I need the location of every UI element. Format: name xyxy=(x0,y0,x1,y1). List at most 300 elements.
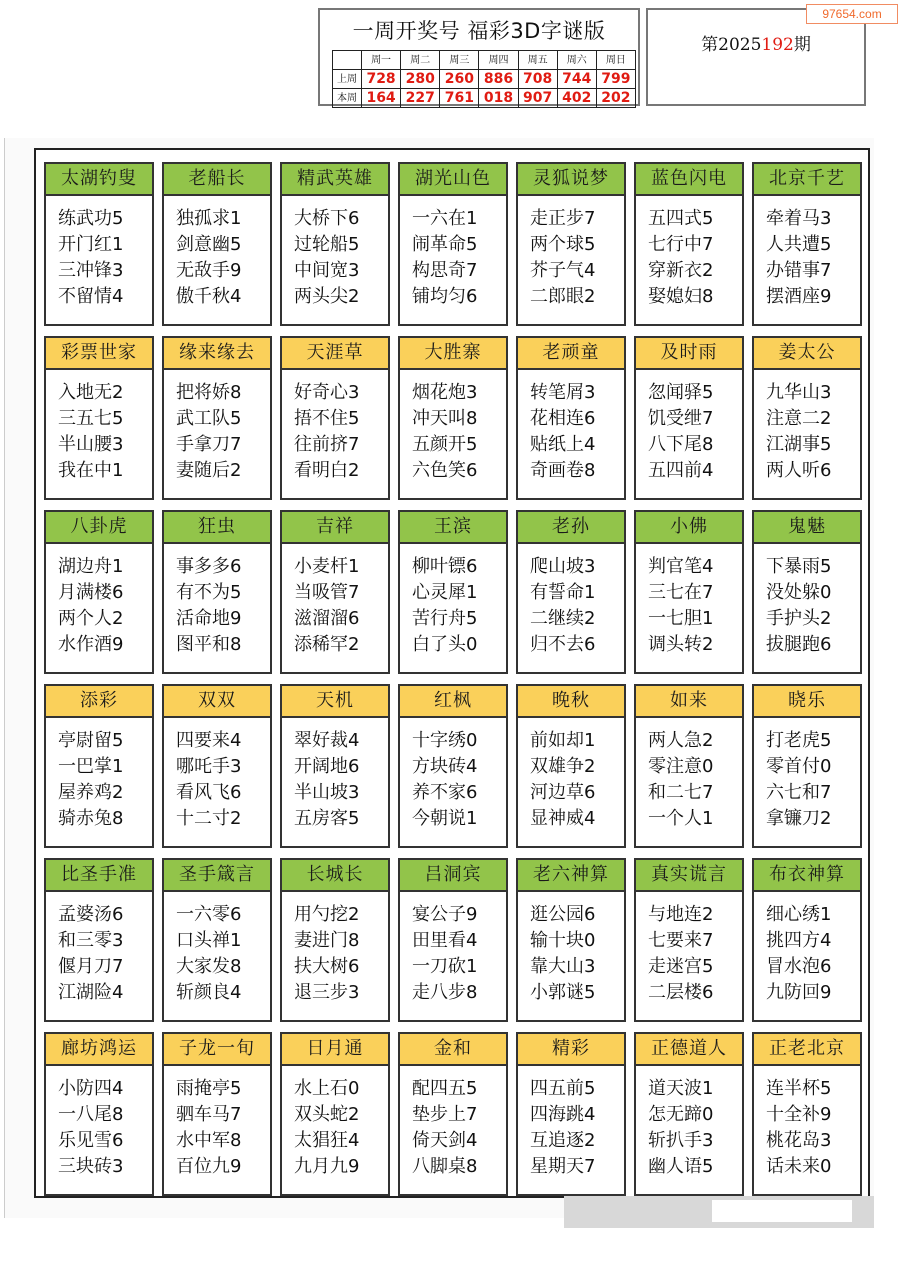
riddle-line: 十全补9 xyxy=(766,1104,832,1125)
riddle-line: 今朝说1 xyxy=(412,808,478,829)
riddle-line: 月满楼6 xyxy=(58,582,124,603)
riddle-line: 配四五5 xyxy=(412,1078,478,1099)
riddle-line: 怎无蹄0 xyxy=(648,1104,714,1125)
riddle-list xyxy=(518,370,624,484)
riddle-line: 饥受绁7 xyxy=(648,408,714,429)
riddle-line: 白了头0 xyxy=(412,634,478,655)
riddle-list xyxy=(518,544,624,658)
riddle-line: 河边草6 xyxy=(530,782,596,803)
riddle-line: 两头尖2 xyxy=(294,286,360,307)
riddle-list xyxy=(400,1066,506,1180)
riddle-line: 没处躲0 xyxy=(766,582,832,603)
card-title: 正老北京 xyxy=(754,1034,860,1066)
riddle-line: 牵着马3 xyxy=(766,208,832,229)
card-title: 大胜寨 xyxy=(400,338,506,370)
riddle-line: 大桥下6 xyxy=(294,208,360,229)
riddle-line: 五四式5 xyxy=(648,208,714,229)
riddle-list xyxy=(754,718,860,832)
riddle-line: 两人听6 xyxy=(766,460,832,481)
riddle-list xyxy=(754,196,860,310)
riddle-card xyxy=(634,510,744,674)
card-title: 天涯草 xyxy=(282,338,388,370)
riddle-list xyxy=(636,544,742,658)
day-header: 周二 xyxy=(401,51,440,70)
riddle-card xyxy=(752,684,862,848)
riddle-list xyxy=(46,544,152,658)
riddle-line: 桃花岛3 xyxy=(766,1130,832,1151)
card-title: 晚秋 xyxy=(518,686,624,718)
riddle-line: 小郭谜5 xyxy=(530,982,596,1003)
riddle-list xyxy=(754,370,860,484)
card-title: 日月通 xyxy=(282,1034,388,1066)
riddle-list xyxy=(400,370,506,484)
riddle-line: 剑意幽5 xyxy=(176,234,242,255)
riddle-list xyxy=(282,370,388,484)
riddle-line: 办错事7 xyxy=(766,260,832,281)
main-area xyxy=(4,138,874,1218)
riddle-line: 前如却1 xyxy=(530,730,596,751)
riddle-line: 七要来7 xyxy=(648,930,714,951)
card-title: 吕洞宾 xyxy=(400,860,506,892)
riddle-list xyxy=(164,370,270,484)
card-title: 廊坊鸿运 xyxy=(46,1034,152,1066)
day-header: 周六 xyxy=(557,51,596,70)
row-label: 上周 xyxy=(333,70,362,89)
riddle-line: 驷车马7 xyxy=(176,1104,242,1125)
riddle-card xyxy=(398,684,508,848)
card-title: 狂虫 xyxy=(164,512,270,544)
riddle-grid xyxy=(44,162,862,1196)
riddle-line: 道天波1 xyxy=(648,1078,714,1099)
card-title: 老顽童 xyxy=(518,338,624,370)
riddle-line: 五房客5 xyxy=(294,808,360,829)
card-title: 比圣手准 xyxy=(46,860,152,892)
riddle-card xyxy=(752,858,862,1022)
riddle-line: 贴纸上4 xyxy=(530,434,596,455)
table-header-row xyxy=(333,51,636,70)
riddle-line: 两个球5 xyxy=(530,234,596,255)
riddle-line: 小防四4 xyxy=(58,1078,124,1099)
table-row xyxy=(333,70,636,89)
corner-cell xyxy=(333,51,362,70)
bottom-bar xyxy=(564,1196,874,1228)
riddle-line: 两人急2 xyxy=(648,730,714,751)
riddle-line: 滋溜溜6 xyxy=(294,608,360,629)
riddle-line: 屋养鸡2 xyxy=(58,782,124,803)
card-title: 添彩 xyxy=(46,686,152,718)
card-title: 红枫 xyxy=(400,686,506,718)
riddle-line: 注意二2 xyxy=(766,408,832,429)
riddle-list xyxy=(400,196,506,310)
riddle-line: 二层楼6 xyxy=(648,982,714,1003)
riddle-line: 往前挤7 xyxy=(294,434,360,455)
riddle-line: 穿新衣2 xyxy=(648,260,714,281)
card-title: 子龙一旬 xyxy=(164,1034,270,1066)
site-watermark: 97654.com xyxy=(806,4,898,24)
card-title: 长城长 xyxy=(282,860,388,892)
table-row xyxy=(333,89,636,108)
riddle-line: 十字绣0 xyxy=(412,730,478,751)
riddle-list xyxy=(46,1066,152,1180)
riddle-line: 三五七5 xyxy=(58,408,124,429)
riddle-line: 中间宽3 xyxy=(294,260,360,281)
weekly-draw-panel xyxy=(318,8,640,106)
riddle-line: 小麦杆1 xyxy=(294,556,360,577)
riddle-line: 冒水泡6 xyxy=(766,956,832,977)
riddle-card xyxy=(44,684,154,848)
riddle-list xyxy=(636,718,742,832)
riddle-line: 下暴雨5 xyxy=(766,556,832,577)
riddle-line: 水上石0 xyxy=(294,1078,360,1099)
card-title: 老船长 xyxy=(164,164,270,196)
riddle-line: 话未来0 xyxy=(766,1156,832,1177)
card-title: 如来 xyxy=(636,686,742,718)
riddle-list xyxy=(46,892,152,1006)
riddle-card xyxy=(398,858,508,1022)
riddle-line: 一巴掌1 xyxy=(58,756,124,777)
card-title: 圣手箴言 xyxy=(164,860,270,892)
riddle-card xyxy=(752,162,862,326)
card-title: 金和 xyxy=(400,1034,506,1066)
riddle-line: 口头禅1 xyxy=(176,930,242,951)
riddle-line: 人共遭5 xyxy=(766,234,832,255)
card-title: 王滨 xyxy=(400,512,506,544)
issue-prefix: 第2025 xyxy=(701,35,762,55)
riddle-line: 开阔地6 xyxy=(294,756,360,777)
riddle-line: 和三零3 xyxy=(58,930,124,951)
draw-number: 744 xyxy=(557,70,596,89)
riddle-line: 十二寸2 xyxy=(176,808,242,829)
riddle-line: 一八尾8 xyxy=(58,1104,124,1125)
riddle-line: 亭尉留5 xyxy=(58,730,124,751)
riddle-line: 心灵犀1 xyxy=(412,582,478,603)
riddle-list xyxy=(400,892,506,1006)
riddle-panel xyxy=(34,148,870,1198)
riddle-line: 四五前5 xyxy=(530,1078,596,1099)
riddle-line: 有誓命1 xyxy=(530,582,596,603)
riddle-list xyxy=(518,196,624,310)
riddle-line: 哪吒手3 xyxy=(176,756,242,777)
riddle-card xyxy=(634,1032,744,1196)
riddle-line: 捂不住5 xyxy=(294,408,360,429)
riddle-line: 摆酒座9 xyxy=(766,286,832,307)
riddle-list xyxy=(754,892,860,1006)
riddle-list xyxy=(518,892,624,1006)
riddle-line: 百位九9 xyxy=(176,1156,242,1177)
draw-results-table xyxy=(332,50,636,108)
riddle-line: 江湖险4 xyxy=(58,982,124,1003)
riddle-line: 当吸管7 xyxy=(294,582,360,603)
riddle-card xyxy=(634,684,744,848)
card-title: 灵狐说梦 xyxy=(518,164,624,196)
riddle-line: 江湖事5 xyxy=(766,434,832,455)
riddle-list xyxy=(164,196,270,310)
riddle-card xyxy=(44,1032,154,1196)
riddle-list xyxy=(164,544,270,658)
page-title: 一周开奖号 福彩3D字谜版 xyxy=(352,19,606,43)
card-title: 湖光山色 xyxy=(400,164,506,196)
riddle-line: 七行中7 xyxy=(648,234,714,255)
riddle-line: 八脚桌8 xyxy=(412,1156,478,1177)
riddle-card xyxy=(280,336,390,500)
riddle-line: 一六零6 xyxy=(176,904,242,925)
riddle-line: 妻进门8 xyxy=(294,930,360,951)
card-title: 精武英雄 xyxy=(282,164,388,196)
draw-number: 280 xyxy=(401,70,440,89)
riddle-line: 看明白2 xyxy=(294,460,360,481)
card-title: 吉祥 xyxy=(282,512,388,544)
card-title: 小佛 xyxy=(636,512,742,544)
riddle-card xyxy=(516,1032,626,1196)
riddle-list xyxy=(400,718,506,832)
card-title: 八卦虎 xyxy=(46,512,152,544)
draw-number: 260 xyxy=(440,70,479,89)
card-title: 老六神算 xyxy=(518,860,624,892)
riddle-card xyxy=(752,336,862,500)
draw-number: 227 xyxy=(401,89,440,108)
riddle-line: 好奇心3 xyxy=(294,382,360,403)
riddle-card xyxy=(44,162,154,326)
riddle-line: 显神威4 xyxy=(530,808,596,829)
riddle-line: 输十块0 xyxy=(530,930,596,951)
card-title: 及时雨 xyxy=(636,338,742,370)
draw-number: 886 xyxy=(479,70,518,89)
riddle-line: 爬山坡3 xyxy=(530,556,596,577)
riddle-line: 骑赤兔8 xyxy=(58,808,124,829)
riddle-line: 和二七7 xyxy=(648,782,714,803)
card-title: 太湖钓叟 xyxy=(46,164,152,196)
riddle-line: 六色笑6 xyxy=(412,460,478,481)
riddle-card xyxy=(634,336,744,500)
riddle-card xyxy=(752,510,862,674)
riddle-line: 双雄争2 xyxy=(530,756,596,777)
riddle-line: 用勺挖2 xyxy=(294,904,360,925)
issue-number xyxy=(648,30,864,55)
riddle-line: 走正步7 xyxy=(530,208,596,229)
riddle-line: 有不为5 xyxy=(176,582,242,603)
riddle-line: 挑四方4 xyxy=(766,930,832,951)
riddle-line: 三七在7 xyxy=(648,582,714,603)
riddle-card xyxy=(516,858,626,1022)
riddle-line: 养不家6 xyxy=(412,782,478,803)
riddle-line: 看风飞6 xyxy=(176,782,242,803)
riddle-line: 柳叶镖6 xyxy=(412,556,478,577)
riddle-line: 一个人1 xyxy=(648,808,714,829)
card-title: 姜太公 xyxy=(754,338,860,370)
riddle-line: 靠大山3 xyxy=(530,956,596,977)
riddle-line: 湖边舟1 xyxy=(58,556,124,577)
draw-number: 907 xyxy=(518,89,557,108)
riddle-line: 太猖狂4 xyxy=(294,1130,360,1151)
day-header: 周五 xyxy=(518,51,557,70)
riddle-line: 判官笔4 xyxy=(648,556,714,577)
riddle-line: 调头转2 xyxy=(648,634,714,655)
riddle-line: 扶大树6 xyxy=(294,956,360,977)
riddle-list xyxy=(636,1066,742,1180)
riddle-card xyxy=(162,162,272,326)
issue-suffix: 期 xyxy=(793,35,811,55)
riddle-card xyxy=(516,162,626,326)
riddle-card xyxy=(280,684,390,848)
riddle-line: 转笔屑3 xyxy=(530,382,596,403)
riddle-line: 练武功5 xyxy=(58,208,124,229)
riddle-line: 九华山3 xyxy=(766,382,832,403)
riddle-card xyxy=(44,336,154,500)
riddle-line: 傲千秋4 xyxy=(176,286,242,307)
riddle-line: 偃月刀7 xyxy=(58,956,124,977)
riddle-line: 拿镰刀2 xyxy=(766,808,832,829)
riddle-line: 半山腰3 xyxy=(58,434,124,455)
riddle-card xyxy=(162,858,272,1022)
card-title: 晓乐 xyxy=(754,686,860,718)
card-title: 正德道人 xyxy=(636,1034,742,1066)
riddle-line: 过轮船5 xyxy=(294,234,360,255)
card-title: 鬼魅 xyxy=(754,512,860,544)
riddle-line: 四要来4 xyxy=(176,730,242,751)
riddle-line: 烟花炮3 xyxy=(412,382,478,403)
card-title: 缘来缘去 xyxy=(164,338,270,370)
draw-number: 799 xyxy=(596,70,635,89)
card-title: 彩票世家 xyxy=(46,338,152,370)
riddle-line: 铺均匀6 xyxy=(412,286,478,307)
riddle-line: 细心绣1 xyxy=(766,904,832,925)
riddle-line: 妻随后2 xyxy=(176,460,242,481)
riddle-line: 手拿刀7 xyxy=(176,434,242,455)
riddle-card xyxy=(162,684,272,848)
riddle-line: 娶媳妇8 xyxy=(648,286,714,307)
riddle-line: 开门红1 xyxy=(58,234,124,255)
riddle-line: 斩颜良4 xyxy=(176,982,242,1003)
draw-number: 728 xyxy=(362,70,401,89)
riddle-line: 大家发8 xyxy=(176,956,242,977)
riddle-line: 不留情4 xyxy=(58,286,124,307)
riddle-list xyxy=(754,544,860,658)
riddle-line: 半山坡3 xyxy=(294,782,360,803)
riddle-list xyxy=(518,1066,624,1180)
riddle-list xyxy=(636,370,742,484)
riddle-card xyxy=(280,162,390,326)
riddle-line: 一七胆1 xyxy=(648,608,714,629)
riddle-line: 奇画卷8 xyxy=(530,460,596,481)
riddle-line: 乐见雪6 xyxy=(58,1130,124,1151)
riddle-line: 苦行舟5 xyxy=(412,608,478,629)
riddle-line: 倚天剑4 xyxy=(412,1130,478,1151)
card-title: 老孙 xyxy=(518,512,624,544)
riddle-line: 活命地9 xyxy=(176,608,242,629)
riddle-line: 走迷宫5 xyxy=(648,956,714,977)
riddle-line: 六七和7 xyxy=(766,782,832,803)
riddle-line: 互追逐2 xyxy=(530,1130,596,1151)
riddle-line: 冲天叫8 xyxy=(412,408,478,429)
riddle-line: 雨掩亭5 xyxy=(176,1078,242,1099)
riddle-line: 孟婆汤6 xyxy=(58,904,124,925)
riddle-line: 入地无2 xyxy=(58,382,124,403)
riddle-line: 我在中1 xyxy=(58,460,124,481)
riddle-line: 走八步8 xyxy=(412,982,478,1003)
riddle-line: 五四前4 xyxy=(648,460,714,481)
riddle-line: 四海跳4 xyxy=(530,1104,596,1125)
riddle-line: 打老虎5 xyxy=(766,730,832,751)
riddle-line: 二继续2 xyxy=(530,608,596,629)
riddle-list xyxy=(400,544,506,658)
riddle-line: 芥子气4 xyxy=(530,260,596,281)
riddle-list xyxy=(46,196,152,310)
riddle-line: 九防回9 xyxy=(766,982,832,1003)
riddle-line: 无敌手9 xyxy=(176,260,242,281)
draw-number: 018 xyxy=(479,89,518,108)
riddle-list xyxy=(282,892,388,1006)
riddle-card xyxy=(280,858,390,1022)
riddle-list xyxy=(282,718,388,832)
card-title: 布衣神算 xyxy=(754,860,860,892)
riddle-line: 零首付0 xyxy=(766,756,832,777)
issue-number-highlight: 192 xyxy=(761,35,794,55)
riddle-line: 双头蛇2 xyxy=(294,1104,360,1125)
card-title: 双双 xyxy=(164,686,270,718)
bottom-blank-slot xyxy=(712,1200,852,1222)
riddle-list xyxy=(164,718,270,832)
riddle-line: 三冲锋3 xyxy=(58,260,124,281)
riddle-card xyxy=(280,510,390,674)
card-title: 精彩 xyxy=(518,1034,624,1066)
riddle-line: 把将娇8 xyxy=(176,382,242,403)
draw-number: 164 xyxy=(362,89,401,108)
riddle-line: 图平和8 xyxy=(176,634,242,655)
riddle-line: 九月九9 xyxy=(294,1156,360,1177)
riddle-line: 方块砖4 xyxy=(412,756,478,777)
riddle-line: 零注意0 xyxy=(648,756,714,777)
riddle-list xyxy=(282,1066,388,1180)
riddle-card xyxy=(398,336,508,500)
riddle-line: 逛公园6 xyxy=(530,904,596,925)
riddle-line: 水作酒9 xyxy=(58,634,124,655)
riddle-card xyxy=(162,510,272,674)
riddle-line: 垫步上7 xyxy=(412,1104,478,1125)
riddle-list xyxy=(754,1066,860,1180)
riddle-line: 翠好裁4 xyxy=(294,730,360,751)
draw-number: 202 xyxy=(596,89,635,108)
riddle-card xyxy=(398,162,508,326)
riddle-card xyxy=(516,510,626,674)
riddle-list xyxy=(282,196,388,310)
riddle-line: 二郎眼2 xyxy=(530,286,596,307)
riddle-line: 忽闻驿5 xyxy=(648,382,714,403)
riddle-line: 拔腿跑6 xyxy=(766,634,832,655)
riddle-line: 手护头2 xyxy=(766,608,832,629)
riddle-list xyxy=(46,718,152,832)
row-label: 本周 xyxy=(333,89,362,108)
riddle-card xyxy=(398,510,508,674)
riddle-card xyxy=(634,162,744,326)
riddle-card xyxy=(516,684,626,848)
riddle-list xyxy=(164,1066,270,1180)
riddle-card xyxy=(516,336,626,500)
riddle-line: 水中军8 xyxy=(176,1130,242,1151)
riddle-card xyxy=(162,1032,272,1196)
riddle-list xyxy=(518,718,624,832)
riddle-card xyxy=(44,858,154,1022)
draw-number: 402 xyxy=(557,89,596,108)
card-title: 蓝色闪电 xyxy=(636,164,742,196)
riddle-line: 归不去6 xyxy=(530,634,596,655)
riddle-line: 一刀砍1 xyxy=(412,956,478,977)
card-title: 真实谎言 xyxy=(636,860,742,892)
riddle-card xyxy=(634,858,744,1022)
riddle-line: 花相连6 xyxy=(530,408,596,429)
riddle-line: 事多多6 xyxy=(176,556,242,577)
day-header: 周三 xyxy=(440,51,479,70)
riddle-line: 一六在1 xyxy=(412,208,478,229)
